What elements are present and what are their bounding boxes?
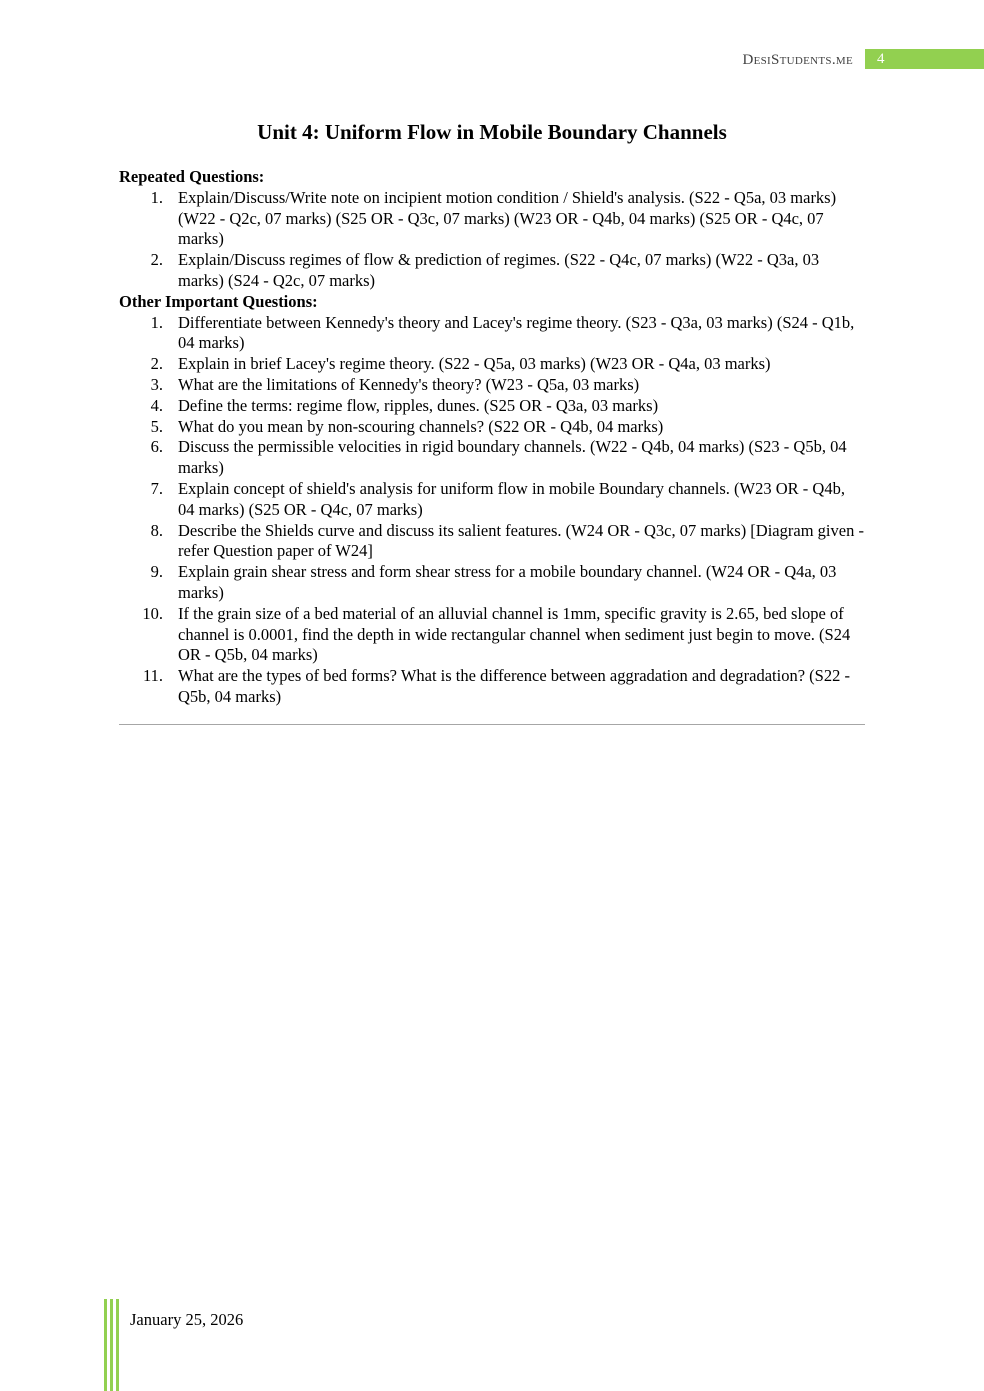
footer-bar <box>110 1299 113 1391</box>
header-site-name: DesiStudents.me <box>742 52 853 68</box>
list-item: 1. Explain/Discuss/Write note on incipient motion condition / Shield's analysis. (S22 - Q5a, 03 marks) (W22 - Q2c, 07 marks) (S25 OR - Q3c, 07 marks) (W23 OR - Q4b, 04 marks) (S25 OR - Q4c, 07 marks) <box>150 187 837 249</box>
list-item: 8. Describe the Shields curve and discuss its salient features. (W24 OR - Q3c, 07 marks) [Diagram given - refer Question paper of W24] <box>150 520 864 561</box>
list-item: 6. Discuss the permissible velocities in rigid boundary channels. (W22 - Q4b, 04 marks) (S23 - Q5b, 04 marks) <box>150 437 847 478</box>
list-item: 10. If the grain size of a bed material of an alluvial channel is 1mm, specific gravity is 2.65, bed slope of channel is 0.0001, find the depth in wide rectangular channel when sediment just begin to move. (S24 OR - Q5b, 04 marks) <box>142 603 851 665</box>
repeated-questions-heading: Repeated Questions: <box>119 167 265 186</box>
other-questions-list <box>119 313 865 708</box>
list-item: 9. Explain grain shear stress and form shear stress for a mobile boundary channel. (W24 OR - Q4a, 03 marks) <box>150 562 837 602</box>
document-body <box>119 167 865 708</box>
footer-date: January 25, 2026 <box>130 1310 244 1329</box>
list-item: 5. What do you mean by non-scouring channels? (S22 OR - Q4b, 04 marks) <box>150 416 664 436</box>
section-divider <box>119 724 865 725</box>
list-item: 1. Differentiate between Kennedy's theory and Lacey's regime theory. (S23 - Q3a, 03 marks) (S24 - Q1b, 04 marks) <box>150 312 855 353</box>
list-item: 4. Define the terms: regime flow, ripples, dunes. (S25 OR - Q3a, 03 marks) <box>150 395 659 415</box>
page-number: 4 <box>865 49 984 69</box>
footer-bar <box>116 1299 119 1391</box>
page-title: Unit 4: Uniform Flow in Mobile Boundary Channels <box>257 120 727 144</box>
list-item: 3. What are the limitations of Kennedy's theory? (W23 - Q5a, 03 marks) <box>150 374 640 394</box>
footer-bar <box>104 1299 107 1391</box>
footer-accent-bars <box>104 1299 120 1391</box>
list-item: 2. Explain in brief Lacey's regime theory. (S22 - Q5a, 03 marks) (W23 OR - Q4a, 03 marks) <box>150 354 771 374</box>
list-item: 2. Explain/Discuss regimes of flow & prediction of regimes. (S22 - Q4c, 07 marks) (W22 - Q3a, 03 marks) (S24 - Q2c, 07 marks) <box>150 250 820 290</box>
list-item: 11. What are the types of bed forms? What is the difference between aggradation and degradation? (S22 - Q5b, 04 marks) <box>142 666 850 706</box>
list-item: 7. Explain concept of shield's analysis for uniform flow in mobile Boundary channels. (W23 OR - Q4b, 04 marks) (S25 OR - Q4c, 07 marks) <box>150 478 845 519</box>
other-questions-heading: Other Important Questions: <box>119 291 318 311</box>
repeated-questions-list <box>119 188 865 292</box>
